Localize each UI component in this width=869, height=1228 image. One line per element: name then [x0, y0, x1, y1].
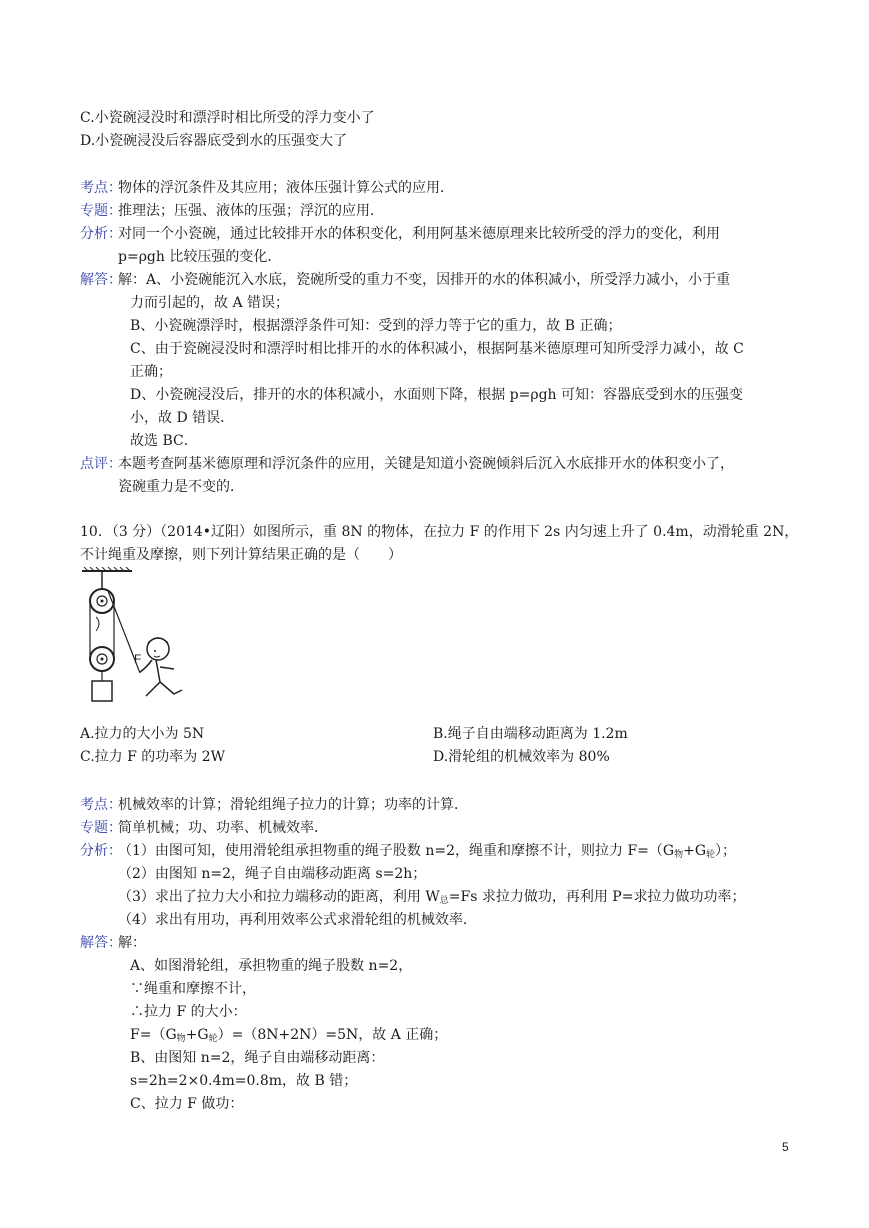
q10-fenxi-line1 [118, 841, 736, 865]
q10-stem-line1: 10．（3 分）（2014•辽阳）如图所示，重 8N 的物体，在拉力 F 的作用下 2s 内匀速上升了 0.4m，动滑轮重 2N， [80, 524, 799, 540]
q10-jieda-label: 解答： [80, 935, 122, 951]
q10-jieda5-sub2: 轮 [208, 1034, 218, 1044]
q9-fenxi-label: 分析： [80, 226, 122, 242]
q10-fenxi-line2: （2）由图知 n=2，绳子自由端移动距离 s=2h； [118, 866, 427, 882]
q9-kaodian-label: 考点： [80, 180, 122, 196]
q10-option-a: A.拉力的大小为 5N [80, 726, 205, 742]
q9-jieda-line4: C、由于瓷碗浸没时和漂浮时相比排开的水的体积减小，根据阿基米德原理可知所受浮力减小，故 C [130, 341, 744, 357]
q9-option-c: C.小瓷碗浸没时和漂浮时相比所受的浮力变小了 [80, 110, 375, 126]
q10-fenxi1-mid: +G [683, 843, 707, 859]
q9-jieda-line8: 故选 BC． [130, 433, 198, 449]
q9-zhuanti-text: 推理法；压强、液体的压强；浮沉的应用． [118, 203, 384, 219]
q10-kaodian-label: 考点： [80, 797, 122, 813]
q10-jieda-line7: s=2h=2×0.4m=0.8m，故 B 错； [130, 1073, 358, 1089]
q10-jieda-line2: A、如图滑轮组，承担物重的绳子股数 n=2， [130, 958, 413, 974]
q9-jieda-line7: 小，故 D 错误． [130, 410, 235, 426]
page-number: 5 [782, 1140, 789, 1154]
q10-fenxi3-sub: 总 [439, 896, 449, 906]
q9-jieda-line1: 解：A、小瓷碗能沉入水底，瓷碗所受的重力不变，因排开的水的体积减小，所受浮力减小，小于重 [118, 272, 731, 288]
q9-jieda-label: 解答： [80, 272, 122, 288]
q10-fenxi1-end: ）； [715, 843, 737, 859]
q10-zhuanti-label: 专题： [80, 820, 122, 836]
q9-jieda-line3: B、小瓷碗漂浮时，根据漂浮条件可知：受到的浮力等于它的重力，故 B 正确； [130, 318, 622, 334]
q10-jieda-line3: ∵绳重和摩擦不计， [130, 981, 256, 997]
q10-jieda-line8: C、拉力 F 做功： [130, 1096, 244, 1112]
q10-jieda5-sub1: 物 [176, 1034, 186, 1044]
q9-fenxi-line2: p=ρgh 比较压强的变化． [118, 249, 282, 265]
q10-fenxi1-sub1: 物 [674, 850, 684, 860]
q9-option-d: D.小瓷碗浸没后容器底受到水的压强变大了 [80, 133, 348, 149]
q10-jieda-line6: B、由图知 n=2，绳子自由端移动距离： [130, 1050, 385, 1066]
q9-fenxi-line1: 对同一个小瓷碗，通过比较排开水的体积变化，利用阿基米德原理来比较所受的浮力的变化，利用 [118, 226, 720, 242]
q10-fenxi1-text: （1）由图可知，使用滑轮组承担物重的绳子股数 n=2，绳重和摩擦不计，则拉力 F=（G [118, 843, 675, 859]
q10-option-d: D.滑轮组的机械效率为 80% [433, 749, 610, 765]
q9-jieda-line5: 正确； [130, 364, 172, 380]
q10-fenxi-line4: （4）求出有用功，再利用效率公式求滑轮组的机械效率． [118, 912, 477, 928]
q9-jieda-line6: D、小瓷碗浸没后，排开的水的体积减小，水面则下降，根据 p=ρgh 可知：容器底受到水的压强变 [130, 387, 744, 403]
q9-zhuanti-label: 专题： [80, 203, 122, 219]
q10-jieda5-text-a: F=（G [130, 1027, 177, 1043]
q10-jieda-line4: ∴拉力 F 的大小： [130, 1004, 247, 1020]
q10-jieda-line1: 解： [118, 935, 146, 951]
q10-zhuanti-text: 简单机械；功、功率、机械效率． [118, 820, 328, 836]
q9-dianping-line2: 瓷碗重力是不变的． [118, 479, 244, 495]
pulley-figure [80, 567, 192, 707]
q10-jieda5-mid: +G [185, 1027, 209, 1043]
q10-stem-line2: 不计绳重及摩擦，则下列计算结果正确的是（ ） [80, 547, 402, 563]
q10-fenxi1-sub2: 轮 [706, 850, 716, 860]
q10-jieda5-text-b: ）=（8N+2N）=5N，故 A 正确； [217, 1027, 448, 1043]
q9-dianping-line1: 本题考查阿基米德原理和浮沉条件的应用，关键是知道小瓷碗倾斜后沉入水底排开水的体积变小了， [118, 456, 734, 472]
q10-option-c: C.拉力 F 的功率为 2W [80, 749, 226, 765]
q9-kaodian-text: 物体的浮沉条件及其应用；液体压强计算公式的应用． [118, 180, 454, 196]
q10-fenxi-label: 分析： [80, 843, 122, 859]
q10-kaodian-text: 机械效率的计算；滑轮组绳子拉力的计算；功率的计算． [118, 797, 468, 813]
q10-jieda-line5 [130, 1025, 447, 1049]
q10-option-b: B.绳子自由端移动距离为 1.2m [433, 726, 628, 742]
q10-fenxi3-text-b: =Fs 求拉力做功，再利用 P=求拉力做功功率； [448, 889, 746, 905]
q9-jieda-line2: 力而引起的，故 A 错误； [130, 295, 290, 311]
q10-fenxi3-text-a: （3）求出了拉力大小和拉力端移动的距离，利用 W [118, 889, 440, 905]
q9-dianping-label: 点评： [80, 456, 122, 472]
figure-label-f: F [134, 652, 142, 666]
q10-fenxi-line3 [118, 887, 745, 911]
